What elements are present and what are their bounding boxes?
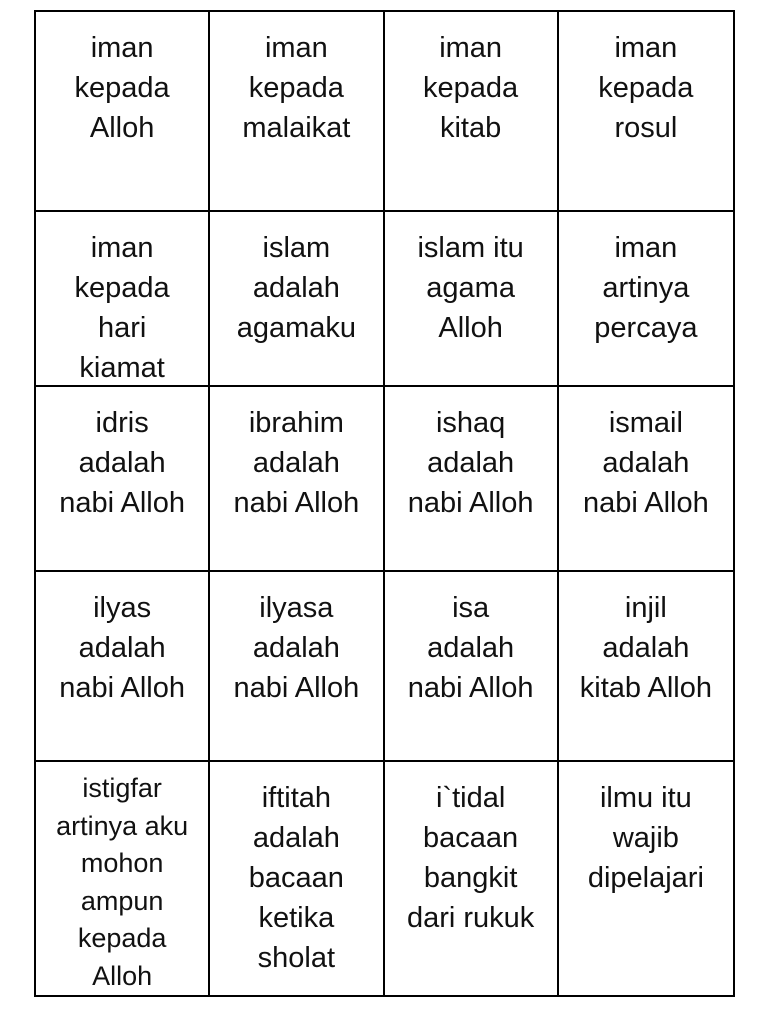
card-line: kepada bbox=[423, 72, 519, 104]
card bbox=[559, 572, 733, 762]
card-line: adalah bbox=[252, 447, 340, 479]
card-line: nabi Alloh bbox=[59, 487, 186, 519]
card-line: hari bbox=[97, 312, 147, 344]
card-line: kitab bbox=[439, 112, 502, 144]
card-line: kepada bbox=[77, 923, 167, 953]
card-line: rosul bbox=[614, 112, 678, 144]
card-line: ishaq bbox=[435, 407, 506, 439]
card bbox=[210, 387, 384, 572]
card-line: ampun bbox=[80, 885, 164, 916]
card bbox=[210, 572, 384, 762]
card-line: dipelajari bbox=[587, 862, 704, 894]
card-line: islam itu bbox=[417, 232, 524, 264]
card bbox=[210, 12, 384, 212]
card-line: istigfar bbox=[82, 773, 162, 803]
card-line: ketika bbox=[258, 902, 335, 934]
card-line: nabi Alloh bbox=[407, 672, 534, 704]
card-line: adalah bbox=[252, 822, 340, 854]
card-line: iman bbox=[614, 32, 678, 64]
card bbox=[385, 762, 559, 995]
card-line: kepada bbox=[598, 72, 694, 104]
card-line: sholat bbox=[257, 942, 336, 974]
card-line: agamaku bbox=[236, 312, 357, 344]
card-line: nabi Alloh bbox=[407, 487, 534, 519]
card-line: Alloh bbox=[89, 112, 155, 144]
card-line: adalah bbox=[78, 447, 166, 479]
card-line: percaya bbox=[594, 312, 698, 344]
card bbox=[36, 762, 210, 995]
card-line: nabi Alloh bbox=[233, 672, 360, 704]
card-line: i`tidal bbox=[435, 782, 506, 814]
card-line: adalah bbox=[602, 447, 690, 479]
card-line: ismail bbox=[608, 407, 683, 439]
card bbox=[385, 12, 559, 212]
card-line: dari rukuk bbox=[406, 902, 535, 934]
card-line: kepada bbox=[248, 72, 344, 104]
card bbox=[385, 572, 559, 762]
card-line: Alloh bbox=[438, 312, 503, 344]
card-line: nabi Alloh bbox=[59, 672, 186, 704]
card-line: iman bbox=[264, 32, 328, 64]
card bbox=[559, 12, 733, 212]
card-line: islam bbox=[262, 232, 331, 264]
card-line: ibrahim bbox=[248, 407, 344, 439]
card-line: nabi Alloh bbox=[582, 487, 709, 519]
card bbox=[36, 572, 210, 762]
card-line: ilmu itu bbox=[599, 782, 692, 814]
card-line: iman bbox=[439, 32, 503, 64]
card bbox=[559, 762, 733, 995]
card-line: kepada bbox=[74, 272, 170, 304]
card-line: idris bbox=[95, 407, 149, 439]
card-line: adalah bbox=[252, 272, 340, 304]
card bbox=[559, 212, 733, 387]
card-line: adalah bbox=[252, 632, 340, 664]
card-line: kepada bbox=[74, 72, 170, 104]
card-line: iman bbox=[90, 32, 154, 64]
card-line: artinya bbox=[602, 272, 690, 304]
card bbox=[36, 387, 210, 572]
card-line: nabi Alloh bbox=[233, 487, 360, 519]
card bbox=[385, 387, 559, 572]
card-line: artinya aku bbox=[56, 810, 189, 841]
card-line: Alloh bbox=[92, 960, 153, 991]
card-line: bacaan bbox=[423, 822, 519, 854]
card-line: injil bbox=[624, 592, 667, 624]
card-line: kiamat bbox=[79, 352, 165, 384]
card-line: adalah bbox=[78, 632, 166, 664]
card bbox=[36, 12, 210, 212]
card bbox=[210, 762, 384, 995]
card-line: iftitah bbox=[261, 782, 332, 814]
card-line: ilyas bbox=[93, 592, 152, 624]
card-line: bangkit bbox=[423, 862, 518, 894]
card-grid bbox=[34, 10, 735, 997]
card-line: iman bbox=[90, 232, 154, 264]
card bbox=[36, 212, 210, 387]
card-line: bacaan bbox=[248, 862, 344, 894]
card-line: iman bbox=[614, 232, 678, 264]
card bbox=[385, 212, 559, 387]
card-line: wajib bbox=[612, 822, 679, 854]
card-line: malaikat bbox=[242, 112, 351, 144]
card-line: ilyasa bbox=[259, 592, 334, 624]
card-line: agama bbox=[426, 272, 515, 304]
card-line: kitab Alloh bbox=[579, 672, 712, 704]
card bbox=[559, 387, 733, 572]
card-line: adalah bbox=[427, 632, 515, 664]
card-line: adalah bbox=[427, 447, 515, 479]
card-line: isa bbox=[452, 592, 490, 624]
card-line: adalah bbox=[602, 632, 690, 664]
card bbox=[210, 212, 384, 387]
card-line: mohon bbox=[80, 848, 164, 878]
